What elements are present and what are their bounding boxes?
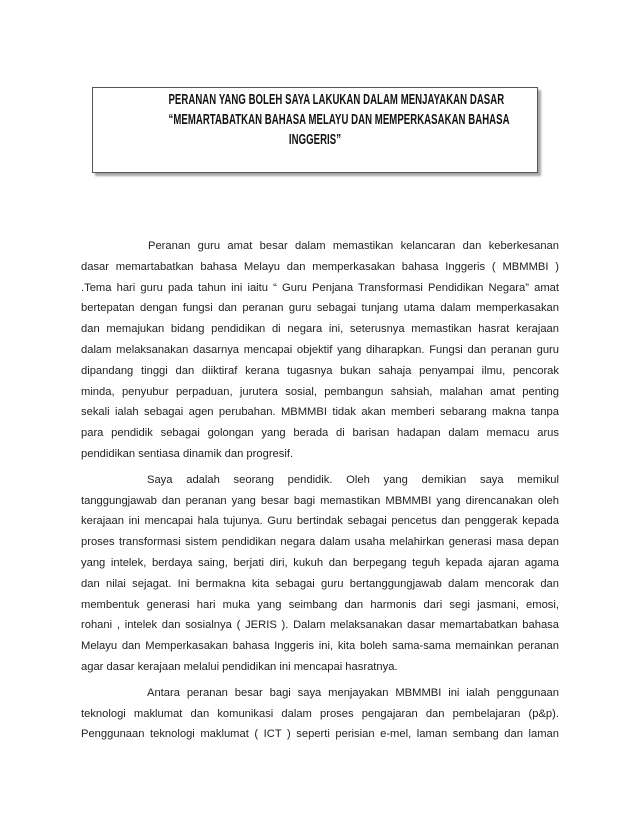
paragraph-line: Peranan guru amat besar dalam memastikan kelancaran dan keberkesanan [148,240,559,252]
title-line-2: “MEMARTABATKAN BAHASA MELAYU DAN MEMPERKASAKAN BAHASA [168,112,510,128]
paragraph-line: dan nilai sejagat. Ini bermakna kita sebagai guru bertanggungjawab dalam mencorak dan [81,577,559,590]
paragraph-line: para pendidik sebagai golongan yang berada di barisan hadapan dalam memacu arus [81,427,559,440]
document-body [81,236,559,750]
paragraph-line: dan memajukan bidang pendidikan di negara ini, seterusnya memastikan hasrat kerajaan [81,323,559,336]
paragraph-line: .Tema hari guru pada tahun ini iaitu “ Guru Penjana Transformasi Pendidikan Negara” amat [81,281,559,294]
paragraph-line: Melayu dan Memperkasakan bahasa Inggeris ini, kita boleh sama-sama memainkan peranan [81,640,559,653]
paragraph-line: Saya adalah seorang pendidik. Oleh yang demikian saya memikul [147,473,559,486]
paragraph-1 [81,236,559,465]
paragraph-line: rohani , intelek dan sosialnya ( JERIS ). Dalam melaksanakan dasar memartabatkan bahasa [81,619,559,632]
paragraph-line: Penggunaan teknologi maklumat ( ICT ) seperti perisian e-mel, laman sembang dan laman [81,728,559,741]
paragraph-line: sekali ialah sebagai agen perubahan. MBMMBI tidak akan memberi sebarang makna tanpa [81,406,559,419]
paragraph-line: agar dasar kerajaan melalui pendidikan ini mencapai hasratnya. [81,660,398,673]
paragraph-line: teknologi maklumat dan komunikasi dalam proses pengajaran dan pembelajaran (p&p). [81,707,559,720]
paragraph-line: Antara peranan besar bagi saya menjayakan MBMMBI ini ialah penggunaan [147,686,559,699]
paragraph-line: dipandang tinggi dan diiktiraf kerana tugasnya bukan sahaja penyampai ilmu, pencorak [81,364,559,377]
paragraph-3 [81,683,559,745]
paragraph-line: dalam melaksanakan dasarnya mencapai objektif yang diharapkan. Fungsi dan peranan guru [81,343,559,356]
title-box [92,87,538,173]
paragraph-line: bertepatan dengan fungsi dan peranan guru sebagai tunjang utama dalam memperkasakan [81,302,559,315]
paragraph-line: kerajaan ini mencapai hala tujunya. Guru bertindak sebagai pencetus dan penggerak kepada [81,515,559,528]
paragraph-2 [81,470,559,678]
paragraph-line: proses transformasi sistem pendidikan negara dalam usaha melahirkan generasi masa depan [81,536,559,549]
title-line-3: INGGERIS” [288,132,342,148]
paragraph-line: tanggungjawab dan peranan yang besar bagi memastikan MBMMBI yang direncanakan oleh [81,494,559,507]
paragraph-line: pendidikan sentiasa dinamik dan progresif. [81,447,294,460]
title-line-1: PERANAN YANG BOLEH SAYA LAKUKAN DALAM MENJAYAKAN DASAR [168,92,505,108]
paragraph-line: membentuk generasi hari muka yang seimbang dan harmonis dari segi jasmani, emosi, [81,598,559,611]
paragraph-line: dasar memartabatkan bahasa Melayu dan memperkasakan bahasa Inggeris ( MBMMBI ) [81,260,559,273]
paragraph-line: minda, penyubur perpaduan, jurutera sosial, pembangun sahsiah, malahan amat penting [81,385,559,398]
paragraph-line: yang intelek, berdaya saing, berjati diri, kukuh dan berpegang teguh kepada ajaran agama [81,556,559,569]
